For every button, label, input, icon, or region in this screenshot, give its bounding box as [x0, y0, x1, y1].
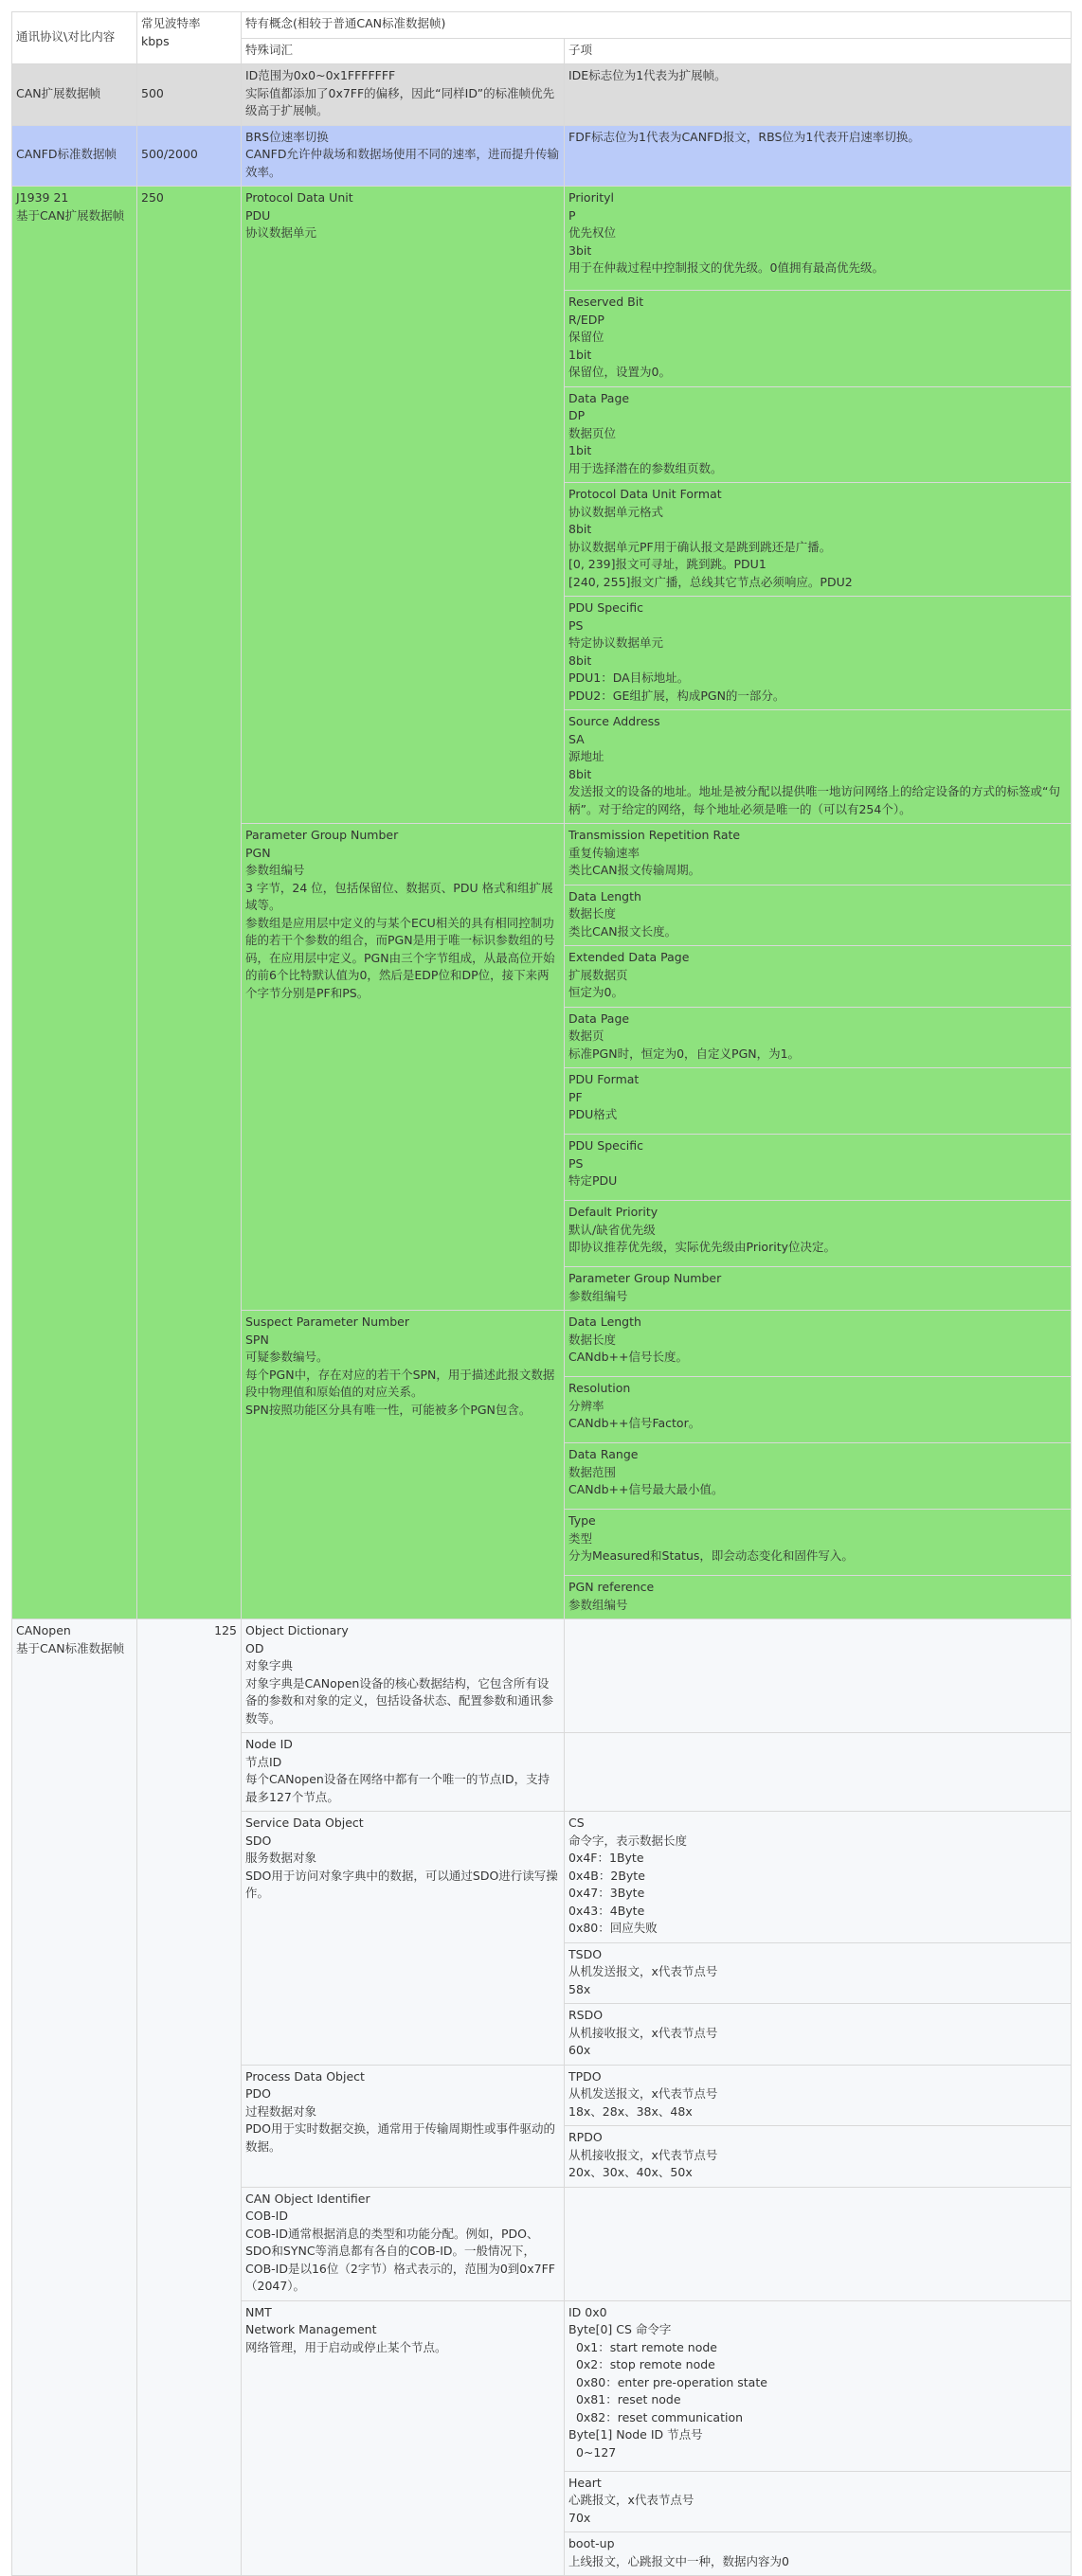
child-cell: Priorityl P 优先权位 3bit 用于在仲裁过程中控制报文的优先级。0值拥有最高优先级。	[565, 187, 1072, 291]
child-cell: RSDO 从机接收报文，x代表节点号 60x	[565, 2004, 1072, 2066]
child-cell	[565, 1619, 1072, 1733]
child-cell: CS 命令字，表示数据长度 0x4F：1Byte 0x4B：2Byte 0x47：3Byte 0x43：4Byte 0x80：回应失败	[565, 1812, 1072, 1943]
row-canfd	[12, 125, 1072, 187]
child-cell: PGN reference 参数组编号	[565, 1576, 1072, 1619]
child-cell: Data Page 数据页 标准PGN时，恒定为0，自定义PGN，为1。	[565, 1007, 1072, 1068]
child-cell: Data Page DP 数据页位 1bit 用于选择潜在的参数组页数。	[565, 386, 1072, 483]
child-cell: IDE标志位为1代表为扩展帧。	[565, 64, 1072, 126]
header-baud: 常见波特率 kbps	[137, 12, 242, 64]
header-protocol: 通讯协议\对比内容	[12, 12, 137, 64]
term-cell: Node ID 节点ID 每个CANopen设备在网络中都有一个唯一的节点ID，支持最多127个节点。	[242, 1733, 565, 1812]
protocol-cell: CAN扩展数据帧	[12, 64, 137, 126]
child-cell: PDU Specific PS 特定协议数据单元 8bit PDU1：DA目标地址。 PDU2：GE组扩展，构成PGN的一部分。	[565, 597, 1072, 710]
child-cell: Data Length 数据长度 CANdb++信号长度。	[565, 1311, 1072, 1377]
term-cell: BRS位速率切换 CANFD允许仲裁场和数据场使用不同的速率，进而提升传输效率。	[242, 125, 565, 187]
child-cell: PDU Format PF PDU格式	[565, 1068, 1072, 1135]
child-cell: Data Range 数据范围 CANdb++信号最大最小值。	[565, 1443, 1072, 1510]
protocol-cell: CANopen 基于CAN标准数据帧	[12, 1619, 137, 2576]
header-row	[12, 12, 1072, 39]
protocol-cell: J1939 21 基于CAN扩展数据帧	[12, 187, 137, 1619]
term-cell: Protocol Data Unit PDU 协议数据单元	[242, 187, 565, 824]
term-cell: Process Data Object PDO 过程数据对象 PDO用于实时数据交换，通常用于传输周期性或事件驱动的数据。	[242, 2065, 565, 2187]
baud-cell: 125	[137, 1619, 242, 2576]
child-cell: Data Length 数据长度 类比CAN报文长度。	[565, 885, 1072, 946]
term-cell: NMT Network Management 网络管理，用于启动或停止某个节点。	[242, 2300, 565, 2576]
canopen-row	[12, 1619, 1072, 1733]
child-cell: FDF标志位为1代表为CANFD报文，RBS位为1代表开启速率切换。	[565, 125, 1072, 187]
header-term: 特殊词汇	[242, 38, 565, 64]
row-can-extended	[12, 64, 1072, 126]
header-child: 子项	[565, 38, 1072, 64]
child-cell: RPDO 从机接收报文，x代表节点号 20x、30x、40x、50x	[565, 2126, 1072, 2188]
j1939-section	[12, 187, 1072, 1619]
baud-cell: 500	[137, 64, 242, 126]
child-cell: Extended Data Page 扩展数据页 恒定为0。	[565, 946, 1072, 1008]
child-cell: Parameter Group Number 参数组编号	[565, 1267, 1072, 1311]
child-cell: boot-up 上线报文，心跳报文中一种，数据内容为0	[565, 2532, 1072, 2576]
child-cell: TPDO 从机发送报文，x代表节点号 18x、28x、38x、48x	[565, 2065, 1072, 2126]
child-cell: Default Priority 默认/缺省优先级 即协议推荐优先级，实际优先级由Priority位决定。	[565, 1201, 1072, 1267]
term-cell: Suspect Parameter Number SPN 可疑参数编号。 每个PGN中，存在对应的若干个SPN，用于描述此报文数据段中物理值和原始值的对应关系。 SPN按照功能区分具有唯一性，可能被多个PGN包含。	[242, 1311, 565, 1619]
child-cell: ID 0x0 Byte[0] CS 命令字 0x1：start remote node 0x2：stop remote node 0x80：enter pre-operation state 0x81：reset node 0x82：reset communication Byte[1] Node ID 节点号 0~127	[565, 2300, 1072, 2471]
child-cell: Reserved Bit R/EDP 保留位 1bit 保留位，设置为0。	[565, 291, 1072, 387]
term-cell: CAN Object Identifier COB-ID COB-ID通常根据消息的类型和功能分配。例如，PDO、SDO和SYNC等消息都有各自的COB-ID。一般情况下，COB-ID是以16位（2字节）格式表示的，范围为0到0x7FF（2047）。	[242, 2187, 565, 2300]
j1939-row	[12, 187, 1072, 291]
canopen-section	[12, 1619, 1072, 2576]
child-cell: Protocol Data Unit Format 协议数据单元格式 8bit 协议数据单元PF用于确认报文是跳到跳还是广播。 [0, 239]报文可寻址，跳到跳。PDU1 [240, 255]报文广播，总线其它节点必须响应。PDU2	[565, 483, 1072, 597]
term-cell: Object Dictionary OD 对象字典 对象字典是CANopen设备的核心数据结构，它包含所有设备的参数和对象的定义，包括设备状态、配置参数和通讯参数等。	[242, 1619, 565, 1733]
baud-cell: 500/2000	[137, 125, 242, 187]
child-cell: Source Address SA 源地址 8bit 发送报文的设备的地址。地址是被分配以提供唯一地访问网络上的给定设备的方式的标签或“句柄”。对于给定的网络，每个地址必须是唯一的（可以有254个）。	[565, 710, 1072, 824]
child-cell: Transmission Repetition Rate 重复传输速率 类比CAN报文传输周期。	[565, 824, 1072, 886]
term-cell: ID范围为0x0~0x1FFFFFFF 实际值都添加了0x7FF的偏移，因此“同样ID”的标准帧优先级高于扩展帧。	[242, 64, 565, 126]
term-cell: Parameter Group Number PGN 参数组编号 3 字节，24 位，包括保留位、数据页、PDU 格式和组扩展域等。 参数组是应用层中定义的与某个ECU相关的具有相同控制功能的若干个参数的组合，而PGN是用于唯一标识参数组的号码，在应用层中定义。PGN由三个字节组成，从最高位开始的前6个比特默认值为0，然后是EDP位和DP位，接下来两个字节分别是PF和PS。	[242, 824, 565, 1311]
protocol-cell: CANFD标准数据帧	[12, 125, 137, 187]
comparison-table	[11, 11, 1072, 2576]
header-concept: 特有概念(相较于普通CAN标准数据帧)	[242, 12, 1072, 39]
child-cell: Type 类型 分为Measured和Status，即会动态变化和固件写入。	[565, 1510, 1072, 1576]
child-cell: Heart 心跳报文，x代表节点号 70x	[565, 2471, 1072, 2532]
child-cell: Resolution 分辨率 CANdb++信号Factor。	[565, 1377, 1072, 1443]
baud-cell: 250	[137, 187, 242, 1619]
child-cell: PDU Specific PS 特定PDU	[565, 1135, 1072, 1201]
child-cell: TSDO 从机发送报文，x代表节点号 58x	[565, 1942, 1072, 2004]
child-cell	[565, 1733, 1072, 1812]
child-cell	[565, 2187, 1072, 2300]
term-cell: Service Data Object SDO 服务数据对象 SDO用于访问对象字典中的数据，可以通过SDO进行读写操作。	[242, 1812, 565, 2066]
